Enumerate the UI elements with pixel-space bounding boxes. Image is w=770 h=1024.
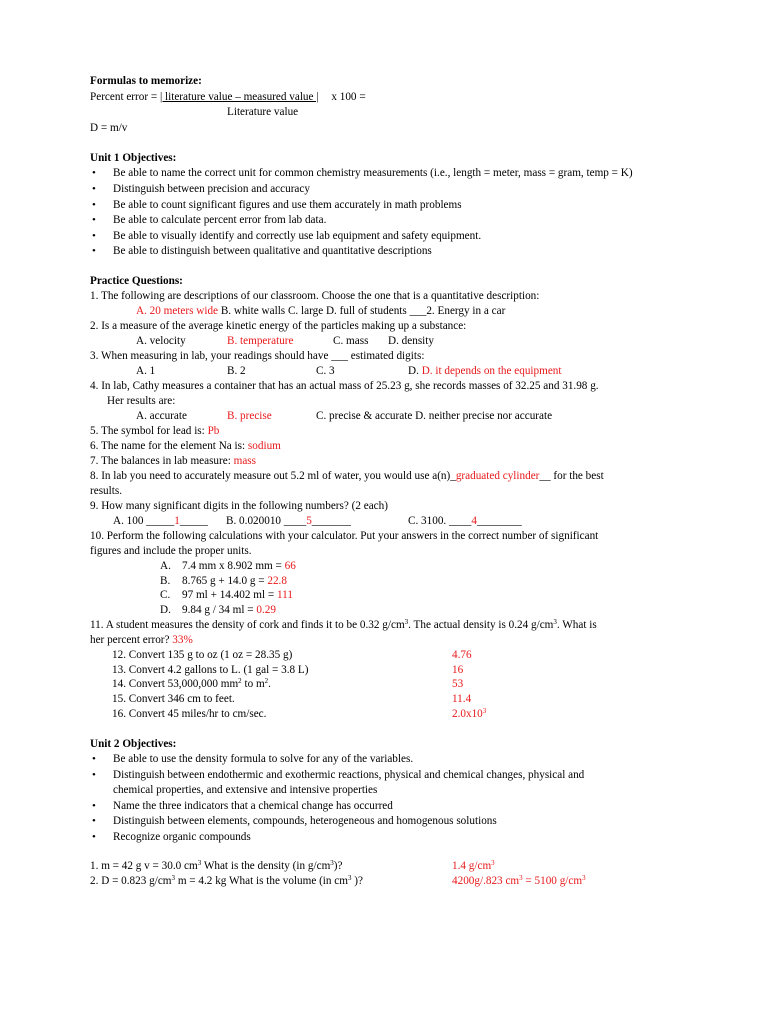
conversion-answer: 4.76 [452,649,472,661]
superscript: 3 [491,859,495,867]
problem-2-answer [452,874,586,888]
question-9a-blank: _____ [179,515,208,527]
conversion-answer: 53 [452,678,464,690]
question-8-text: 8. In lab you need to accurately measure out 5.2 ml of water, you would use a(n)_ [90,470,456,482]
question-5 [90,424,219,438]
question-9c-text: C. 3100. ____ [408,515,472,527]
bullet-icon: • [92,167,96,179]
question-10-cont: figures and include the proper units. [90,545,252,557]
calc-item [182,574,287,588]
calc-item [182,603,276,617]
question-6-text: 6. The name for the element Na is: [90,440,248,452]
question-9b [226,514,351,528]
conversion-question: 13. Convert 4.2 gallons to L. (1 gal = 3.8 L) [112,664,309,676]
problem-1-answer-text: 1.4 g/cm [452,860,492,872]
answer-6: sodium [247,440,281,452]
problem-1-answer [452,859,495,873]
question-11-part: . The actual density is 0.24 g/cm [408,619,554,631]
choice-4c-4d: C. precise & accurate D. neither precise nor accurate [316,410,553,422]
superscript: 3 [482,707,487,715]
percent-error-denominator: Literature value [227,106,299,118]
unit1-objective: Distinguish between precision and accuracy [113,183,310,195]
question-2: 2. Is a measure of the average kinetic energy of the particles making up a substance: [90,320,467,332]
calc-answer: 111 [276,589,293,601]
percent-error-label: Percent error = [90,91,158,103]
choice-3a: A. 1 [136,365,156,377]
answer-1: A. 20 meters wide [136,305,219,317]
bullet-icon: • [92,230,96,242]
question-3: 3. When measuring in lab, your readings should have ___ estimated digits: [90,350,425,362]
calc-expression: 8.765 g + 14.0 g = [182,575,268,587]
choice-3d [408,364,562,378]
problem-1-text: )? [333,860,343,872]
unit1-objective: Be able to distinguish between qualitative and quantitative descriptions [113,245,432,257]
problem-2 [90,874,363,888]
question-7 [90,454,256,468]
question-9b-blank: _______ [311,515,351,527]
conversion-answer-text: 2.0x10 [452,708,483,720]
choice-3c: C. 3 [316,365,335,377]
conversion-answer: 16 [452,664,464,676]
superscript: 2 [238,677,242,685]
answer-4: B. precise [227,410,272,422]
question-9b-text: B. 0.020010 ____ [226,515,307,527]
question-8-cont: results. [90,485,123,497]
choice-3d-letter: D. [408,365,422,377]
unit2-objective: Be able to use the density formula to solve for any of the variables. [113,753,414,765]
calc-label: C. [160,589,171,601]
question-7-text: 7. The balances in lab measure: [90,455,234,467]
conversion-text: . [268,678,271,690]
choice-3b: B. 2 [227,365,246,377]
question-9: 9. How many significant digits in the following numbers? (2 each) [90,500,388,512]
calc-answer: 66 [284,560,296,572]
calc-expression: 97 ml + 14.402 ml = [182,589,277,601]
calc-label: A. [160,560,171,572]
problem-2-answer-text: 4200g/.823 cm [452,875,520,887]
bullet-icon: • [92,245,96,257]
problem-2-text: m = 4.2 kg What is the volume (in cm [175,875,348,887]
bullet-icon: • [92,769,96,781]
question-11-cont-text: her percent error? [90,634,173,646]
answer-2: B. temperature [227,335,294,347]
calc-item [182,588,293,602]
bullet-icon: • [92,199,96,211]
question-9a-text: A. 100 _____ [113,515,175,527]
question-1-choices [136,304,505,318]
choice-4a: A. accurate [136,410,187,422]
question-11-part: 11. A student measures the density of cork and finds it to be 0.32 g/cm [90,619,405,631]
question-8 [90,469,604,483]
percent-error-tail: x 100 = [331,91,366,103]
unit2-objective: Name the three indicators that a chemical change has occurred [113,800,393,812]
calc-item [182,559,296,573]
conversion-answer [452,707,486,721]
calc-answer: 22.8 [267,575,287,587]
unit2-objective: Distinguish between endothermic and exothermic reactions, physical and chemical changes, physical and [113,769,585,781]
calc-expression: 7.4 mm x 8.902 mm = [182,560,285,572]
density-formula: D = m/v [90,122,128,134]
unit2-heading: Unit 2 Objectives: [90,738,177,750]
percent-error-formula [90,90,366,104]
unit1-objective: Be able to calculate percent error from lab data. [113,214,327,226]
conversion-question [112,677,271,691]
problem-2-text: )? [351,875,363,887]
answer-9c: 4 [471,515,477,527]
question-4-cont: Her results are: [107,395,176,407]
problem-2-text: 2. D = 0.823 g/cm [90,875,172,887]
unit2-objective: Recognize organic compounds [113,831,251,843]
superscript: 3 [171,874,176,882]
conversion-text: 14. Convert 53,000,000 mm [112,678,239,690]
problem-1-text: What is the density (in g/cm [201,860,331,872]
calc-answer: 0.29 [256,604,276,616]
conversion-question: 15. Convert 346 cm to feet. [112,693,235,705]
unit2-objective-cont: chemical properties, and extensive and intensive properties [113,784,378,796]
problem-1-text: 1. m = 42 g v = 30.0 cm [90,860,198,872]
percent-error-numerator: | literature value – measured value | [159,91,319,103]
superscript: 3 [582,874,586,882]
superscript: 3 [330,859,334,867]
question-5-text: 5. The symbol for lead is: [90,425,208,437]
question-1-other-choices: B. white walls C. large D. full of students ___2. Energy in a car [220,305,506,317]
answer-5: Pb [207,425,220,437]
unit1-heading: Unit 1 Objectives: [90,152,177,164]
superscript: 2 [264,677,269,685]
answer-8: graduated cylinder [455,470,540,482]
answer-7: mass [233,455,256,467]
question-11-part: . What is [556,619,597,631]
bullet-icon: • [92,214,96,226]
question-9c-blank: ________ [477,515,522,527]
bullet-icon: • [92,183,96,195]
problem-2-answer-text: = 5100 g/cm [522,875,583,887]
unit1-objective: Be able to visually identify and correctly use lab equipment and safety equipment. [113,230,482,242]
practice-heading: Practice Questions: [90,275,183,287]
conversion-question: 16. Convert 45 miles/hr to cm/sec. [112,708,267,720]
conversion-question: 12. Convert 135 g to oz (1 oz = 28.35 g) [112,649,293,661]
unit1-objective: Be able to count significant figures and use them accurately in math problems [113,199,462,211]
question-9a [113,514,208,528]
bullet-icon: • [92,800,96,812]
calc-label: D. [160,604,171,616]
unit1-objective: Be able to name the correct unit for common chemistry measurements (i.e., length = meter, mass = gram, temp = K) [113,167,633,179]
question-4: 4. In lab, Cathy measures a container that has an actual mass of 25.23 g, she records masses of 32.25 and 31.98 g. [90,380,599,392]
bullet-icon: • [92,831,96,843]
formulas-heading: Formulas to memorize: [90,75,202,87]
question-6 [90,439,281,453]
superscript: 3 [404,618,409,626]
question-11 [90,618,597,632]
unit2-objective: Distinguish between elements, compounds, heterogeneous and homogenous solutions [113,815,497,827]
superscript: 3 [553,618,557,626]
conversion-text: to m [241,678,265,690]
question-9c [408,514,522,528]
answer-9a: 1 [174,515,180,527]
bullet-icon: • [92,753,96,765]
superscript: 3 [197,859,202,867]
calc-expression: 9.84 g / 34 ml = [182,604,257,616]
question-1: 1. The following are descriptions of our classroom. Choose the one that is a quantitative description: [90,290,540,302]
question-10: 10. Perform the following calculations with your calculator. Put your answers in the correct number of significant [90,530,599,542]
bullet-icon: • [92,815,96,827]
answer-3: D. it depends on the equipment [421,365,562,377]
answer-9b: 5 [306,515,312,527]
conversion-answer: 11.4 [452,693,472,705]
superscript: 3 [519,874,523,882]
question-8-tail: __ for the best [539,470,604,482]
superscript: 3 [347,874,352,882]
problem-1 [90,859,342,873]
answer-11: 33% [172,634,193,646]
choice-2a: A. velocity [136,335,186,347]
calc-label: B. [160,575,171,587]
question-11-cont [90,633,193,647]
choice-2d: D. density [388,335,434,347]
choice-2c: C. mass [333,335,369,347]
